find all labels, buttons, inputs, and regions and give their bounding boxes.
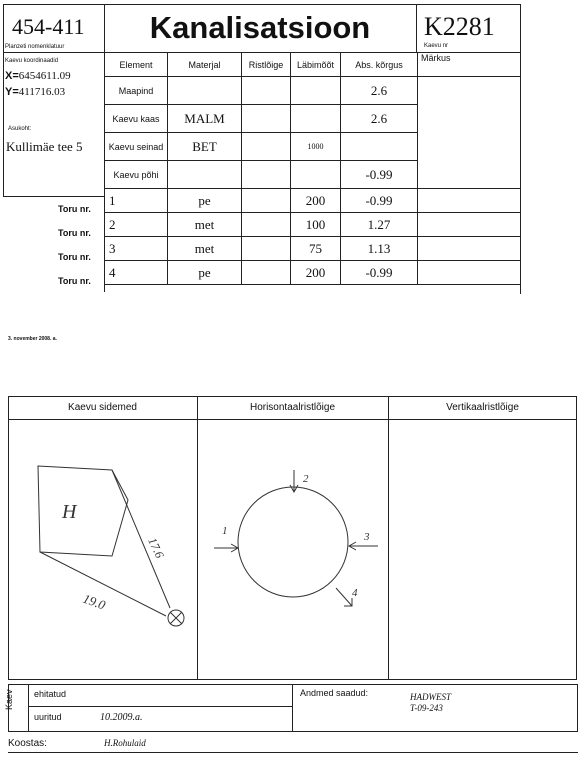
y-value: 411716.03: [18, 86, 66, 98]
col-header-cross: Ristlõige: [242, 53, 291, 77]
pipe-label-4: Toru nr.: [58, 276, 91, 286]
pipe-4-arrow: [336, 588, 352, 606]
material-cell: BET: [168, 133, 242, 161]
pipe-nr-cell: 4: [105, 261, 168, 285]
material-cell: MALM: [168, 105, 242, 133]
coord-label: Kaevu koordinaadid: [5, 58, 59, 64]
pipe-label-2: Toru nr.: [58, 228, 91, 238]
element-cell: Kaevu kaas: [105, 105, 168, 133]
well-label: Kaevu nr: [424, 43, 449, 49]
footer-side-label: Kaev: [4, 689, 14, 710]
pipe-label-2-sketch: 2: [303, 473, 309, 485]
col-header-material: Materjal: [168, 53, 242, 77]
data-label: Andmed saadud:: [300, 688, 369, 698]
height-cell: 2.6: [341, 77, 418, 105]
plan-code: 454-411: [12, 14, 85, 39]
measured-label: uuritud: [34, 712, 62, 722]
well-id: K2281: [424, 12, 495, 41]
pipe-height-cell: -0.99: [341, 261, 418, 285]
pipe-nr-cell: 3: [105, 237, 168, 261]
pipe-nr-cell: 1: [105, 189, 168, 213]
height-cell: 2.6: [341, 105, 418, 133]
pipe-label-1-sketch: 1: [222, 525, 228, 537]
x-prefix: X=: [5, 70, 19, 82]
col-header-note: Märkus: [418, 53, 521, 77]
location-label: Asukoht:: [8, 126, 32, 132]
pipe-diameter-cell: 200: [291, 189, 341, 213]
plan-label: Planzeti nomenklatuur: [5, 44, 65, 50]
footer-row-divider: [28, 706, 292, 707]
col-header-element: Element: [105, 53, 168, 77]
col-header-height: Abs. kõrgus: [341, 53, 418, 77]
footer-mid-divider: [292, 684, 293, 731]
pipe-material-cell: pe: [168, 261, 242, 285]
pipe-1-arrow: [214, 544, 238, 552]
data-source-1: HADWEST: [410, 692, 451, 702]
measured-value: 10.2009.a.: [100, 712, 143, 723]
distance-1: 17.6: [145, 535, 167, 561]
y-prefix: Y=: [5, 86, 19, 98]
pipe-diameter-cell: 200: [291, 261, 341, 285]
data-source-2: T-09-243: [410, 703, 443, 713]
pipe-height-cell: -0.99: [341, 189, 418, 213]
compiled-underline: [8, 752, 578, 753]
footer-right: [577, 684, 578, 731]
pipe-diameter-cell: 100: [291, 213, 341, 237]
pipe-label-4-sketch: 4: [352, 587, 358, 599]
diameter-cell: 1000: [291, 133, 341, 161]
page-title: Kanalisatsioon: [149, 10, 371, 45]
pipe-2-arrow: [290, 470, 298, 492]
location-value: Kullimäe tee 5: [6, 139, 83, 154]
compiled-label: Koostas:: [8, 738, 47, 749]
pipe-height-cell: 1.27: [341, 213, 418, 237]
panel-title-connections: Kaevu sidemed: [68, 402, 137, 413]
pipe-label-3-sketch: 3: [364, 531, 370, 543]
pipe-nr-cell: 2: [105, 213, 168, 237]
pipe-label-1b: Toru nr.: [58, 204, 91, 214]
house-label: H: [62, 501, 77, 523]
element-cell: Maapind: [105, 77, 168, 105]
well-circle: [238, 487, 348, 597]
col-header-diameter: Läbimõõt: [291, 53, 341, 77]
pipe-3-arrow: [349, 542, 378, 550]
x-value: 6454611.09: [18, 70, 71, 82]
element-cell: Kaevu põhi: [105, 161, 168, 189]
footer-side-divider: [28, 684, 29, 731]
pipe-diameter-cell: 75: [291, 237, 341, 261]
height-cell: -0.99: [341, 161, 418, 189]
pipe-height-cell: 1.13: [341, 237, 418, 261]
house-outline: [38, 466, 128, 556]
element-cell: Kaevu seinad: [105, 133, 168, 161]
pipe-material-cell: met: [168, 237, 242, 261]
footer-top: [8, 684, 578, 685]
pipe-label-3: Toru nr.: [58, 252, 91, 262]
panel-title-vertical: Vertikaalristlõige: [446, 402, 519, 413]
built-label: ehitatud: [34, 689, 67, 699]
footer-bottom: [8, 731, 578, 732]
compiled-value: H.Rohulaid: [104, 738, 146, 748]
distance-2: 19.0: [80, 590, 108, 613]
panel-title-horizontal: Horisontaalristlõige: [249, 402, 336, 413]
pipe-material-cell: pe: [168, 189, 242, 213]
date-text: 3. november 2008. a.: [8, 336, 57, 342]
pipe-material-cell: met: [168, 213, 242, 237]
